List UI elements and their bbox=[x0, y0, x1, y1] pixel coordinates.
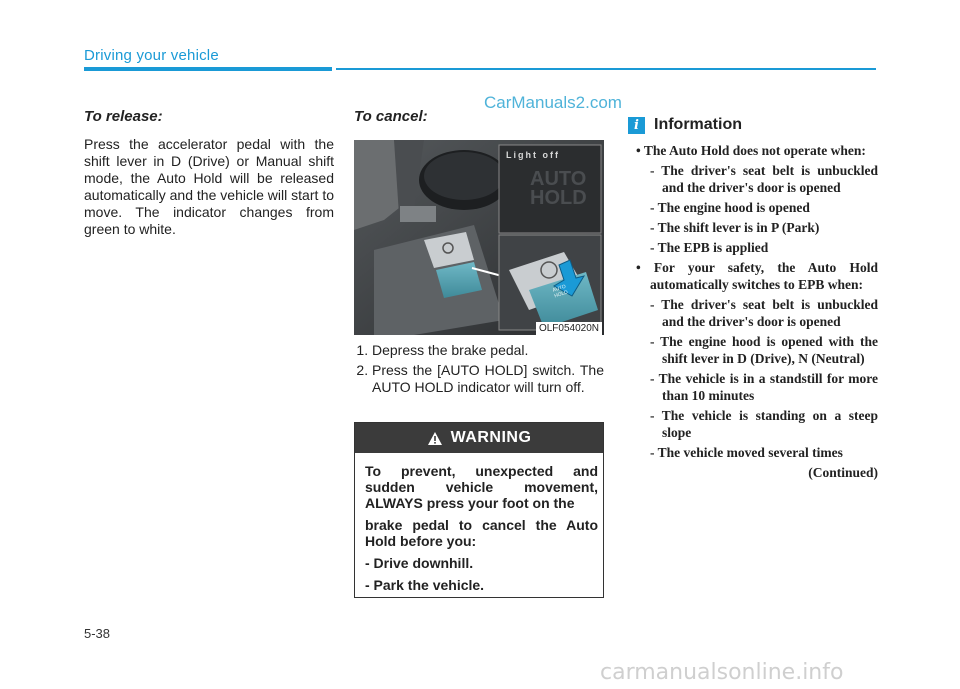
steps-list bbox=[354, 342, 604, 396]
auto-hold-photo bbox=[354, 140, 604, 335]
warning-text: To prevent, unexpected and sudden vehicle movement, ALWAYS press your foot on the bbox=[365, 463, 598, 511]
info-subitem: - The vehicle moved several times bbox=[650, 445, 843, 460]
section-title: Driving your vehicle bbox=[84, 47, 219, 64]
release-section bbox=[84, 108, 334, 238]
page-number: 5-38 bbox=[84, 626, 111, 641]
warning-body bbox=[355, 453, 603, 593]
info-subitem: - The driver's seat belt is unbuckled and the driver's door is opened bbox=[650, 163, 878, 195]
button-text: AUTO HOLD bbox=[551, 283, 569, 300]
step-item: 2. Press the [AUTO HOLD] switch. The AUTO HOLD indicator will turn off. bbox=[372, 362, 604, 396]
release-paragraph: Press the accelerator pedal with the shift lever in D (Drive) or Manual shift mode, the Auto Hold will be released automatically and the vehicle will start to move. The indicator changes from green to white. bbox=[84, 136, 334, 237]
indicator-line-2: HOLD bbox=[530, 187, 587, 209]
warning-box bbox=[354, 422, 604, 598]
info-subitem: - The vehicle is in a standstill for more than 10 minutes bbox=[650, 371, 878, 403]
info-subitem: - The engine hood is opened bbox=[650, 200, 810, 215]
info-bullet: • For your safety, the Auto Hold automatically switches to EPB when: bbox=[636, 260, 878, 292]
warning-text: brake pedal to cancel the Auto Hold before you: bbox=[365, 517, 598, 549]
watermark-link[interactable]: CarManuals2.com bbox=[484, 93, 622, 112]
warning-title: WARNING bbox=[450, 429, 532, 446]
warning-header bbox=[355, 423, 603, 453]
info-subitem: - The vehicle is standing on a steep slope bbox=[650, 408, 878, 440]
information-header bbox=[628, 116, 742, 134]
auto-hold-indicator bbox=[530, 170, 587, 208]
info-bullet: • The Auto Hold does not operate when: bbox=[636, 143, 866, 158]
header-rule-thick bbox=[84, 67, 332, 71]
warning-text: - Drive downhill. bbox=[365, 555, 474, 571]
info-subitem: - The engine hood is opened with the shift lever in D (Drive), N (Neutral) bbox=[650, 334, 878, 366]
figure-caption: OLF054020N bbox=[536, 322, 602, 335]
header-rule-thin bbox=[336, 68, 876, 70]
cancel-section bbox=[354, 108, 604, 125]
info-subitem: - The driver's seat belt is unbuckled and the driver's door is opened bbox=[650, 297, 878, 329]
information-title: Information bbox=[654, 116, 742, 133]
information-body bbox=[628, 142, 878, 481]
cancel-heading: To cancel: bbox=[354, 108, 428, 125]
info-subitem: - The shift lever is in P (Park) bbox=[650, 220, 820, 235]
release-heading: To release: bbox=[84, 108, 163, 125]
inset-label: Light off bbox=[506, 150, 560, 160]
indicator-line-1: AUTO bbox=[530, 168, 587, 190]
continued-note: (Continued) bbox=[808, 465, 878, 480]
cancel-steps bbox=[354, 342, 604, 399]
step-item: 1. Depress the brake pedal. bbox=[372, 342, 604, 359]
warning-text: - Park the vehicle. bbox=[365, 577, 485, 593]
watermark-bottom: carmanualsonline.info bbox=[600, 660, 844, 685]
warning-triangle-icon bbox=[427, 431, 443, 446]
info-subitem: - The EPB is applied bbox=[650, 240, 769, 255]
info-icon: i bbox=[628, 117, 645, 134]
